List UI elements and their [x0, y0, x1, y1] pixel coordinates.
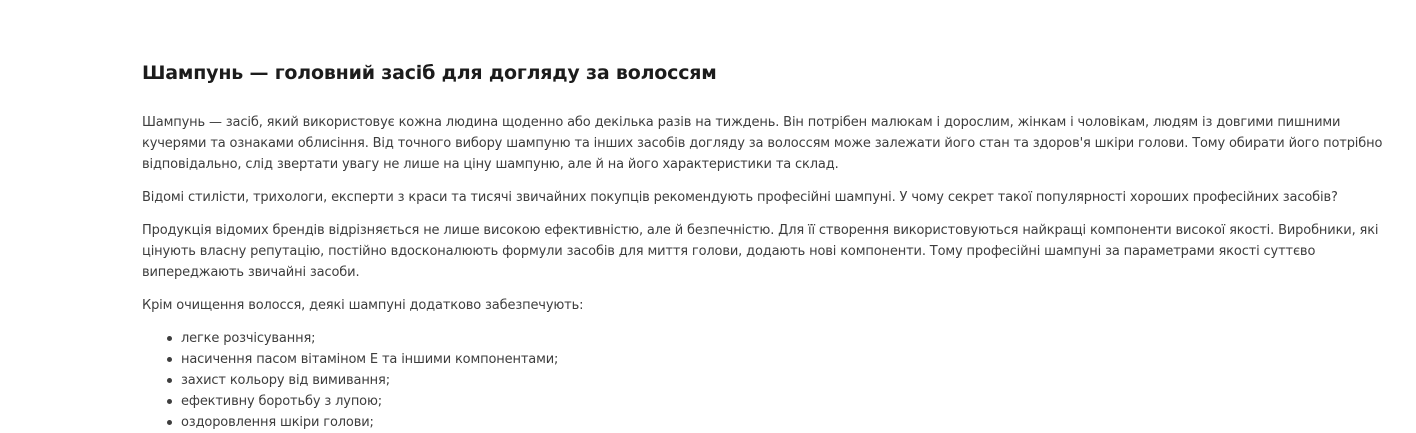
list-item-text: захист кольору від вимивання; — [181, 373, 390, 388]
list-item-text: оздоровлення шкіри голови; — [181, 415, 374, 430]
bullet-dot-icon — [167, 357, 172, 362]
bullet-dot-icon — [167, 420, 172, 425]
list-item-text: ефективну боротьбу з лупою; — [181, 394, 382, 409]
list-item — [181, 370, 1392, 391]
list-item — [181, 349, 1392, 370]
bullet-dot-icon — [167, 378, 172, 383]
list-item — [181, 391, 1392, 412]
list-item — [181, 328, 1392, 349]
article-title: Шампунь — головний засіб для догляду за волоссям — [142, 62, 717, 84]
article-paragraph-intro: Шампунь — засіб, який використовує кожна людина щоденно або декілька разів на тиждень. Він потрібен малюкам і дорослим, жінкам і чоловікам, людям із довгими пишними кучерями та ознаками облисіння. Від точного вибору шампуню та інших засобів догляду за волоссям може залежати його стан та здоров'я шкіри голови. Тому обирати його потрібно відповідально, слід звертати увагу не лише на ціну шампуню, але й на його характеристики та склад. — [142, 115, 1383, 172]
list-item-text: легке розчісування; — [181, 331, 316, 346]
article-paragraph-experts: Відомі стилісти, трихологи, експерти з краси та тисячі звичайних покупців рекомендують професійні шампуні. У чому секрет такої популярності хороших професійних засобів? — [142, 190, 1338, 205]
bullet-dot-icon — [167, 336, 172, 341]
article-paragraph-benefits-intro: Крім очищення волосся, деякі шампуні додатково забезпечують: — [142, 298, 584, 313]
bullet-dot-icon — [167, 399, 172, 404]
article — [142, 58, 1392, 433]
article-paragraph-brands: Продукція відомих брендів відрізняється не лише високою ефективністю, але й безпечністю. Для її створення використовуються найкращі компоненти високої якості. Виробники, які цінують власну репутацію, постійно вдосконалюють формули засобів для миття голови, додають нові компоненти. Тому професійні шампуні за параметрами якості суттєво випереджають звичайні засоби. — [142, 223, 1379, 280]
list-item-text: насичення пасом вітаміном Е та іншими компонентами; — [181, 352, 559, 367]
list-item — [181, 412, 1392, 433]
benefits-list — [142, 328, 1392, 433]
